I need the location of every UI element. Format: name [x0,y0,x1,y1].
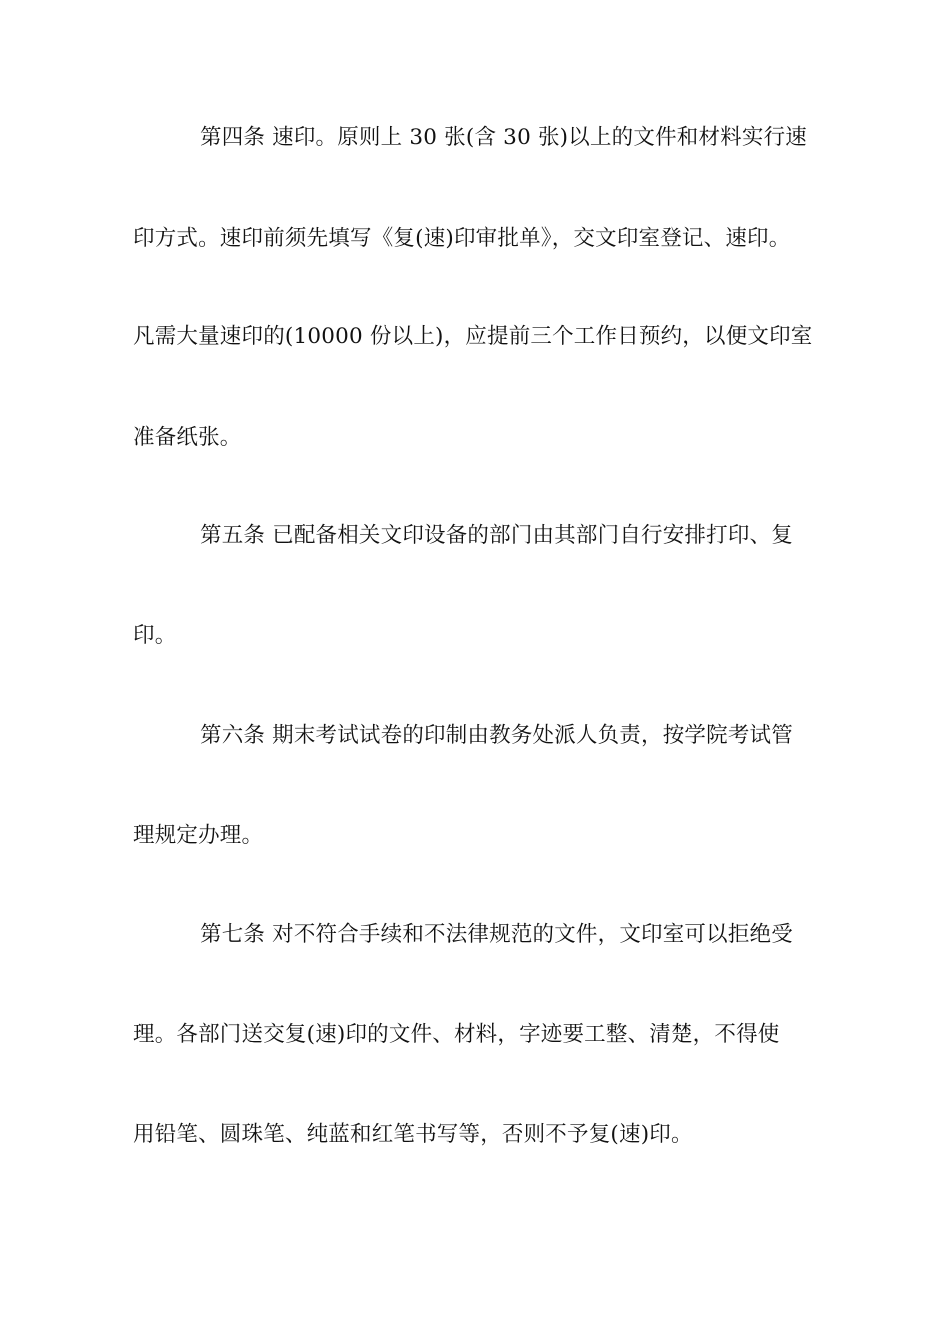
article-5-line-2: 印。 [133,623,177,648]
article-5-line-1: 第五条 已配备相关文印设备的部门由其部门自行安排打印、复 [200,523,793,548]
article-7-line-2: 理。各部门送交复(速)印的文件、材料，字迹要工整、清楚，不得使 [133,1022,780,1047]
article-4-line-3: 凡需大量速印的(10000 份以上)，应提前三个工作日预约，以便文印室 [133,324,813,349]
article-6-line-1: 第六条 期末考试试卷的印制由教务处派人负责，按学院考试管 [200,723,793,748]
article-6-line-2: 理规定办理。 [133,823,264,848]
article-4-line-2: 印方式。速印前须先填写《复(速)印审批单》，交文印室登记、速印。 [133,226,791,251]
article-4-line-4: 准备纸张。 [133,425,242,450]
article-4-line-1: 第四条 速印。原则上 30 张(含 30 张)以上的文件和材料实行速 [200,125,807,150]
article-7-line-1: 第七条 对不符合手续和不法律规范的文件，文印室可以拒绝受 [200,922,793,947]
article-7-line-3: 用铅笔、圆珠笔、纯蓝和红笔书写等，否则不予复(速)印。 [133,1122,693,1147]
